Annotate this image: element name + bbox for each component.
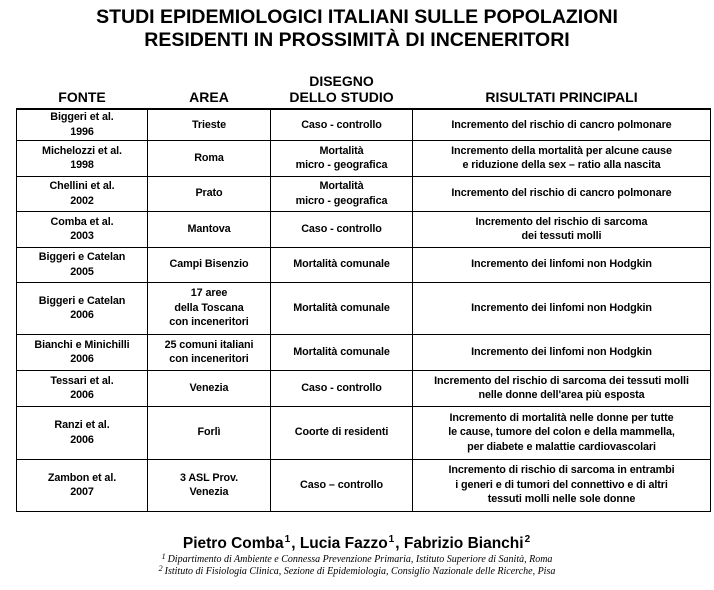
cell-area	[148, 406, 271, 459]
author-name: Lucia Fazzo	[299, 535, 388, 552]
cell-fonte-line: Michelozzi et al.	[42, 144, 122, 157]
cell-fonte-line: Zambon et al.	[47, 471, 117, 484]
cell-disegno-line: Caso - controllo	[301, 222, 382, 235]
cell-fonte-line: Comba et al.	[50, 215, 114, 228]
cell-fonte	[17, 247, 148, 282]
table-header-row	[17, 70, 711, 109]
cell-area	[148, 282, 271, 334]
author-affiliation-mark: 1	[284, 534, 291, 545]
cell-risultati-line: Incremento dei linfomi non Hodgkin	[471, 345, 652, 358]
cell-disegno-line: Mortalità comunale	[293, 258, 390, 271]
studies-table	[16, 70, 711, 512]
author-name: Pietro Comba	[182, 535, 284, 552]
cell-area-line: 25 comuni italiani	[164, 338, 254, 351]
header-fonte: FONTE	[58, 89, 106, 105]
title-line-2: RESIDENTI IN PROSSIMITÀ DI INCENERITORI	[144, 29, 570, 51]
affiliation-2	[0, 566, 714, 578]
cell-risultati	[413, 406, 711, 459]
cell-disegno-line: Mortalità comunale	[293, 345, 390, 358]
cell-risultati-line: Incremento dei linfomi non Hodgkin	[471, 258, 652, 271]
cell-fonte	[17, 282, 148, 334]
author-separator: ,	[291, 535, 300, 552]
cell-area	[148, 176, 271, 211]
page-title	[0, 6, 714, 52]
cell-area-line: Roma	[194, 151, 224, 164]
header-disegno	[271, 70, 413, 109]
cell-area	[148, 211, 271, 247]
cell-risultati	[413, 211, 711, 247]
cell-fonte-line: 1998	[70, 159, 94, 171]
table-row	[17, 370, 711, 406]
cell-area-line: Prato	[195, 187, 223, 200]
cell-area-line: con inceneritori	[169, 316, 249, 329]
cell-risultati-line: Incremento del rischio di cancro polmonare	[451, 118, 672, 131]
cell-fonte-line: 2006	[70, 309, 94, 321]
cell-fonte	[17, 406, 148, 459]
table-row	[17, 176, 711, 211]
cell-fonte	[17, 176, 148, 211]
cell-area	[148, 109, 271, 140]
cell-area-line: Mantova	[187, 222, 231, 235]
cell-disegno	[271, 334, 413, 370]
cell-disegno	[271, 370, 413, 406]
cell-risultati	[413, 247, 711, 282]
cell-fonte-line: 2006	[70, 433, 94, 446]
cell-fonte-line: 2003	[70, 230, 94, 242]
affiliation-text: Dipartimento di Ambiente e Connessa Prevenzione Primaria, Istituto Superiore di Sanità, Roma	[167, 554, 553, 565]
cell-area-line: Venezia	[189, 381, 229, 394]
cell-risultati-line: Incremento dei linfomi non Hodgkin	[471, 301, 652, 314]
cell-risultati	[413, 334, 711, 370]
cell-risultati-line: e riduzione della sex – ratio alla nascita	[462, 159, 661, 171]
cell-risultati-line: tessuti molli nelle sole donne	[487, 493, 636, 506]
cell-risultati	[413, 176, 711, 211]
cell-disegno	[271, 176, 413, 211]
table-row	[17, 282, 711, 334]
cell-area-line: Trieste	[191, 118, 227, 131]
cell-risultati	[413, 459, 711, 511]
table-row	[17, 459, 711, 511]
header-disegno-line-2: DELLO STUDIO	[289, 89, 394, 105]
cell-risultati-line: Incremento di mortalità nelle donne per tutte	[449, 411, 674, 424]
credits	[0, 534, 714, 578]
table-row	[17, 140, 711, 176]
author-affiliation-mark: 2	[524, 534, 531, 545]
author-separator: ,	[395, 535, 404, 552]
cell-disegno-line: Mortalità	[319, 144, 364, 157]
cell-disegno-line: Mortalità	[319, 180, 364, 192]
cell-fonte-line: 1996	[70, 125, 94, 138]
cell-fonte-line: 2006	[70, 389, 94, 401]
cell-disegno-line: Caso – controllo	[300, 478, 383, 491]
affiliation-text: Istituto di Fisiologia Clinica, Sezione di Epidemiologia, Consiglio Nazionale delle Ricerche, Pisa	[164, 566, 556, 577]
cell-disegno-line: Caso - controllo	[301, 118, 382, 131]
cell-disegno	[271, 282, 413, 334]
cell-fonte-line: Biggeri e Catelan	[38, 294, 126, 307]
cell-disegno-line: Mortalità comunale	[293, 301, 390, 314]
header-risultati: RISULTATI PRINCIPALI	[485, 89, 638, 105]
cell-risultati-line: Incremento del rischio di sarcoma dei tessuti molli	[434, 374, 689, 387]
cell-fonte-line: 2002	[70, 194, 94, 207]
cell-disegno-line: Coorte di residenti	[294, 426, 389, 439]
cell-disegno	[271, 211, 413, 247]
cell-area-line: Forlì	[197, 426, 221, 439]
cell-area	[148, 459, 271, 511]
cell-area	[148, 247, 271, 282]
header-area: AREA	[189, 89, 229, 105]
cell-risultati	[413, 140, 711, 176]
cell-fonte	[17, 109, 148, 140]
cell-area-line: con inceneritori	[169, 353, 249, 365]
cell-fonte	[17, 140, 148, 176]
cell-area	[148, 370, 271, 406]
cell-risultati	[413, 109, 711, 140]
cell-risultati-line: Incremento del rischio di cancro polmonare	[451, 187, 672, 200]
cell-disegno	[271, 459, 413, 511]
cell-area-line: della Toscana	[174, 301, 244, 314]
cell-disegno-line: micro - geografica	[295, 159, 388, 171]
cell-area	[148, 334, 271, 370]
cell-fonte-line: Biggeri e Catelan	[38, 251, 126, 263]
cell-fonte	[17, 211, 148, 247]
cell-risultati-line: Incremento di rischio di sarcoma in entrambi	[448, 464, 675, 477]
cell-disegno	[271, 140, 413, 176]
cell-area-line: 3 ASL Prov.	[179, 471, 239, 484]
table-body	[17, 109, 711, 511]
cell-risultati-line: per diabete e malattie cardiovascolari	[467, 440, 656, 453]
authors-line	[0, 534, 714, 554]
cell-area-line: 17 aree	[190, 287, 228, 300]
table-row	[17, 406, 711, 459]
cell-fonte-line: Ranzi et al.	[54, 419, 110, 431]
cell-risultati-line: Incremento del rischio di sarcoma	[475, 215, 648, 228]
cell-fonte-line: Biggeri et al.	[50, 111, 114, 124]
cell-risultati-line: Incremento della mortalità per alcune cause	[451, 144, 672, 157]
affiliation-number: 2	[158, 564, 163, 573]
affiliation-number: 1	[161, 552, 166, 561]
cell-fonte-line: 2005	[70, 265, 94, 278]
author-name: Fabrizio Bianchi	[403, 535, 524, 552]
cell-fonte	[17, 370, 148, 406]
author-affiliation-mark: 1	[388, 534, 395, 545]
cell-disegno	[271, 109, 413, 140]
cell-area-line: Campi Bisenzio	[169, 258, 249, 271]
cell-fonte-line: 2006	[70, 353, 94, 365]
cell-disegno	[271, 247, 413, 282]
cell-area-line: Venezia	[189, 486, 229, 498]
cell-risultati-line: le cause, tumore del colon e della mammella,	[448, 426, 675, 439]
affiliation-1	[0, 554, 714, 566]
cell-fonte	[17, 334, 148, 370]
cell-fonte-line: 2007	[70, 486, 94, 498]
cell-fonte-line: Chellini et al.	[49, 180, 115, 192]
title-line-1: STUDI EPIDEMIOLOGICI ITALIANI SULLE POPOLAZIONI	[96, 6, 618, 28]
table-row	[17, 109, 711, 140]
cell-risultati	[413, 282, 711, 334]
cell-risultati-line: i generi e di tumori del connettivo e di altri	[455, 478, 668, 491]
cell-risultati	[413, 370, 711, 406]
table-row	[17, 211, 711, 247]
cell-risultati-line: dei tessuti molli	[521, 230, 602, 242]
cell-fonte-line: Bianchi e Minichilli	[34, 338, 130, 351]
cell-disegno-line: micro - geografica	[295, 194, 388, 207]
cell-fonte-line: Tessari et al.	[50, 374, 114, 387]
cell-disegno-line: Caso - controllo	[301, 381, 382, 394]
table-row	[17, 247, 711, 282]
cell-fonte	[17, 459, 148, 511]
cell-area	[148, 140, 271, 176]
cell-disegno	[271, 406, 413, 459]
header-disegno-line-1: DISEGNO	[309, 73, 374, 89]
table-row	[17, 334, 711, 370]
cell-risultati-line: nelle donne dell'area più esposta	[478, 389, 645, 401]
